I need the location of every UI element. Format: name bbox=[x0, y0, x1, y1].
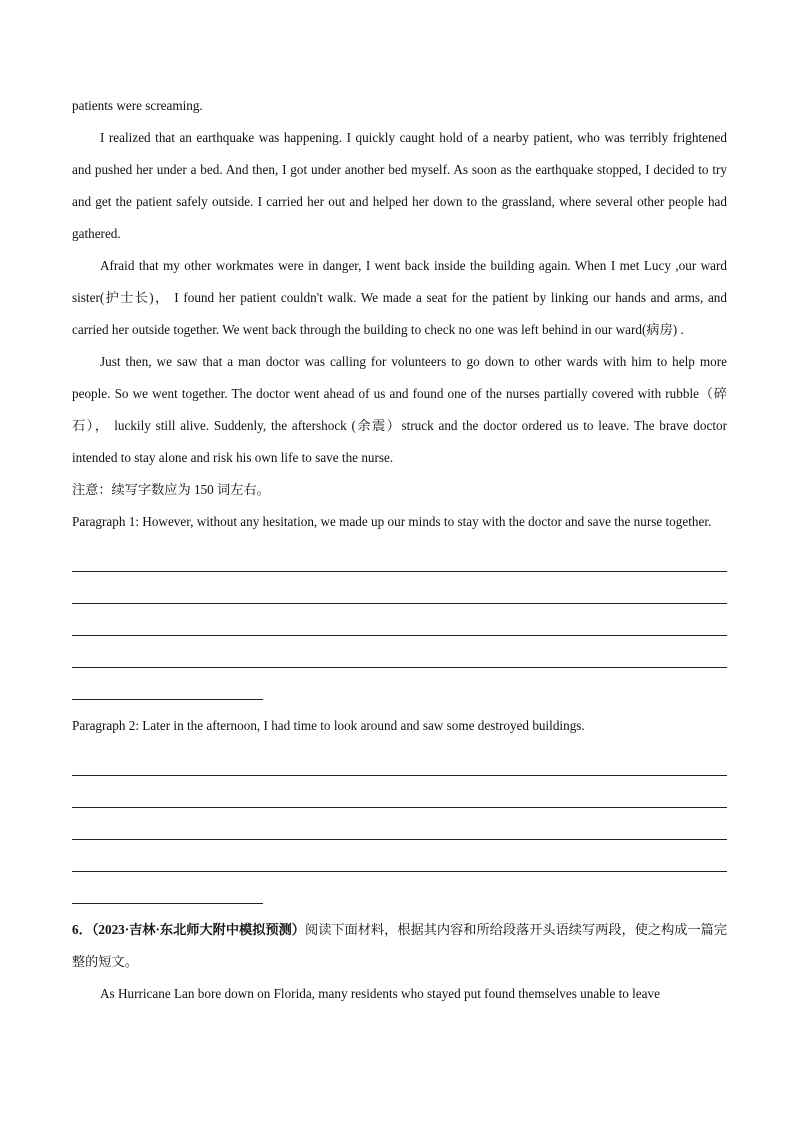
answer-line[interactable] bbox=[72, 604, 727, 636]
question-6-header bbox=[72, 914, 727, 978]
passage-paragraph: I realized that an earthquake was happening. I quickly caught hold of a nearby patient, who was terribly frightened and pushed her under a bed. And then, I got under another bed myself. As soon as the earthquake stopped, I decided to try and get the patient safely outside. I carried her out and helped her down to the grassland, where several other people had gathered. bbox=[72, 130, 727, 241]
answer-line[interactable] bbox=[72, 776, 727, 808]
answer-line[interactable] bbox=[72, 808, 727, 840]
answer-line[interactable] bbox=[72, 572, 727, 604]
question-source: （2023·吉林·东北师大附中模拟预测） bbox=[91, 922, 305, 937]
passage-paragraph: patients were screaming. bbox=[72, 98, 203, 113]
answer-line[interactable] bbox=[72, 840, 727, 872]
question-instruction: 阅读下面材料，根据其内容和所给段落开头语续写两段，使之构成一篇完整的短文。 bbox=[72, 922, 728, 969]
answer-line[interactable] bbox=[72, 744, 727, 776]
paragraph-2-prompt: Paragraph 2: Later in the afternoon, I had time to look around and saw some destroyed buildings. bbox=[72, 718, 585, 733]
question-number: 6． bbox=[72, 922, 92, 937]
paragraph-1-prompt: Paragraph 1: However, without any hesitation, we made up our minds to stay with the doctor and save the nurse together. bbox=[72, 514, 712, 529]
passage-paragraph: Afraid that my other workmates were in danger, I went back inside the building again. When I met Lucy ,our ward sister(护士长)， I found her patient couldn't walk. We made a seat for the patient by linking our hands and arms, and carried her outside together. We went back through the building to check no one was left behind in our ward(病房) . bbox=[72, 258, 727, 337]
question-6-passage: As Hurricane Lan bore down on Florida, many residents who stayed put found themselves unable to leave bbox=[100, 986, 660, 1001]
answer-line[interactable] bbox=[72, 668, 263, 700]
passage-paragraph: Just then, we saw that a man doctor was calling for volunteers to go down to other wards with him to help more people. So we went together. The doctor went ahead of us and found one of the nurses partially covered with rubble（碎石）， luckily still alive. Suddenly, the aftershock (余震）struck and the doctor ordered us to leave. The brave doctor intended to stay alone and risk his own life to save the nurse. bbox=[72, 354, 727, 465]
paragraph-1-answer-area[interactable] bbox=[72, 540, 727, 700]
answer-line[interactable] bbox=[72, 872, 263, 904]
document-page bbox=[72, 90, 727, 1010]
answer-line[interactable] bbox=[72, 540, 727, 572]
word-count-note: 注意：续写字数应为 150 词左右。 bbox=[72, 482, 270, 497]
paragraph-2-answer-area[interactable] bbox=[72, 744, 727, 904]
answer-line[interactable] bbox=[72, 636, 727, 668]
